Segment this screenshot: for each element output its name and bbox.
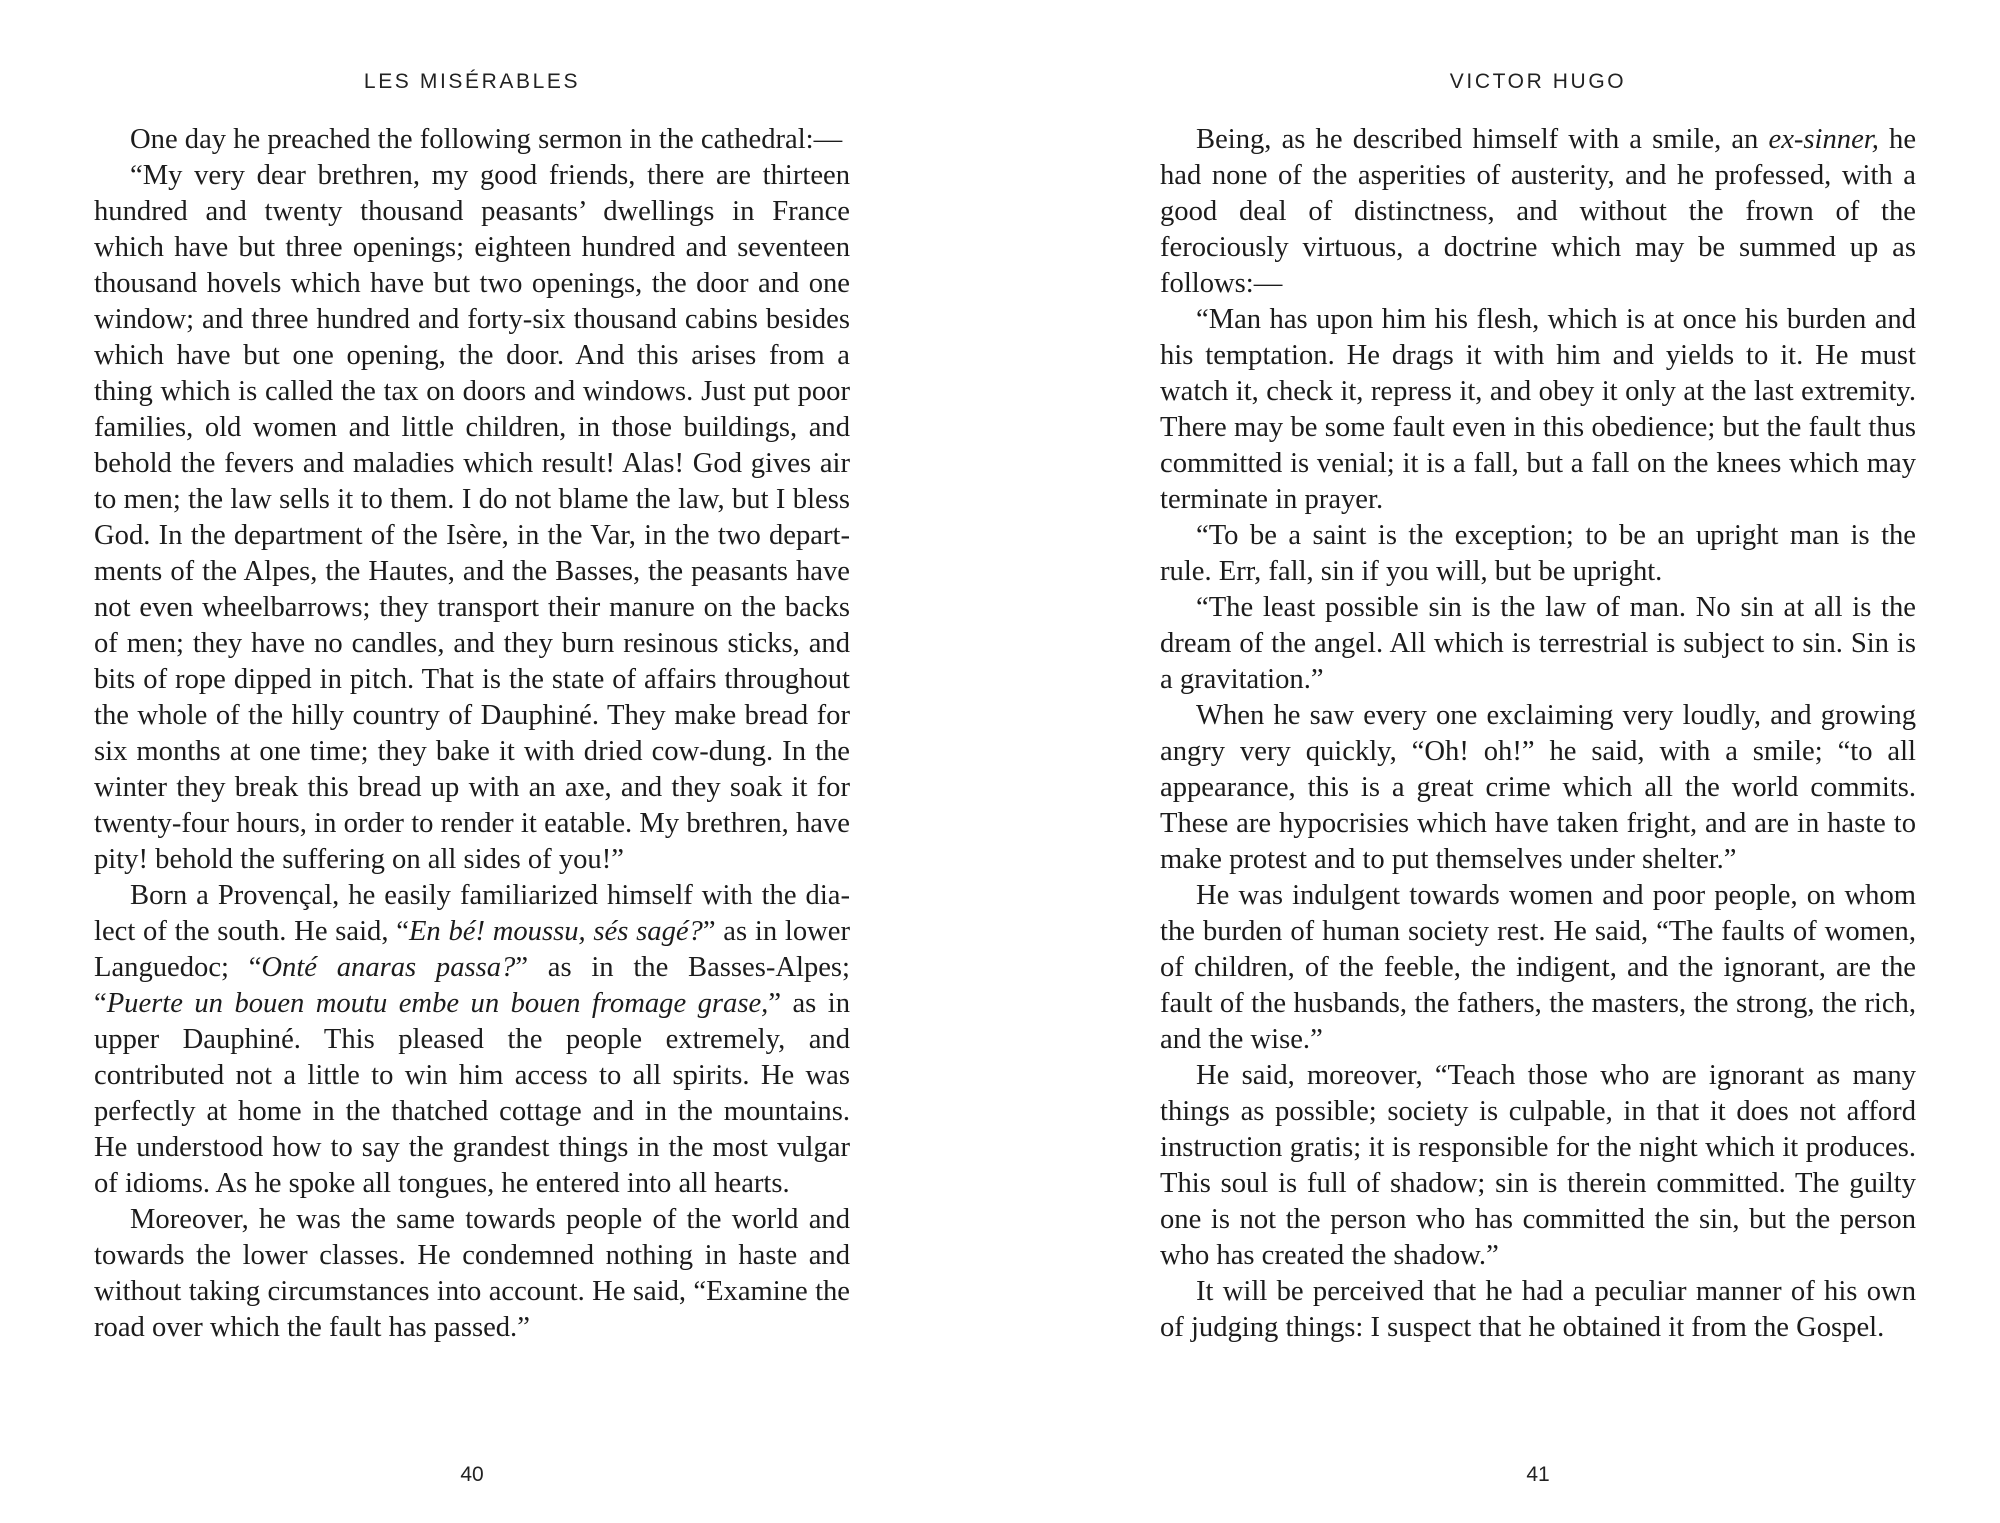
italic-phrase: En bé! moussu, sés sagé? bbox=[408, 916, 703, 947]
paragraph: “The least possible sin is the law of man. No sin at all is the dream of the angel. All which is terrestrial is subject to sin. Sin is a gravitation.” bbox=[1160, 592, 1916, 695]
paragraph bbox=[1160, 122, 1916, 302]
running-head: VICTOR HUGO bbox=[1449, 70, 1627, 93]
page-body bbox=[94, 122, 850, 1346]
right-page bbox=[1160, 0, 1916, 1523]
paragraph: When he saw every one exclaiming very loudly, and growing angry very quickly, “Oh! oh!” he said, with a smile; “to all appearance, this is a great crime which all the world commits. These are hypocrisies which have taken fright, and are in haste to make protest and to put themselves under shelter.” bbox=[1160, 700, 1916, 875]
text-run: ” as in the Basses-Alpes; “ bbox=[94, 952, 851, 1019]
paragraph: Moreover, he was the same towards people of the world and towards the lower classes. He condemned nothing in haste and without taking circumstances into account. He said, “Examine the road over which the fault has passed.” bbox=[94, 1204, 850, 1343]
paragraph: “To be a saint is the exception; to be an upright man is the rule. Err, fall, sin if you will, but be upright. bbox=[1160, 520, 1916, 587]
italic-phrase: Puerte un bouen moutu embe un bouen fromage grase, bbox=[106, 988, 769, 1019]
text-run: Being, as he described himself with a smile, an bbox=[1196, 124, 1769, 155]
running-head: LES MISÉRABLES bbox=[363, 70, 581, 93]
text-run: ” as in upper Dauphiné. This pleased the people extremely, and contributed not a little to win him access to all spirits. He was perfectly at home in the thatched cottage and in the mountains. He understood how to say the grandest things in the most vulgar of idioms. As he spoke all tongues, he entered into all hearts. bbox=[94, 988, 850, 1199]
text-run: ” as in lower Languedoc; “ bbox=[94, 916, 850, 983]
text-run: Born a Provençal, he easily familiarized himself with the dialect of the south. He said, “ bbox=[94, 880, 850, 947]
paragraph: He was indulgent towards women and poor people, on whom the burden of human society rest. He said, “The faults of women, of children, of the feeble, the indigent, and the ignorant, are the fault of the husbands, the fathers, the masters, the strong, the rich, and the wise.” bbox=[1160, 880, 1916, 1055]
paragraph: “My very dear brethren, my good friends, there are thirteen hundred and twenty thousand peasants’ dwellings in France which have but three openings; eighteen hundred and seventeen thousand hovels which have but two openings, the door and one window; and three hundred and forty-six thousand cabins besides which have but one opening, the door. And this arises from a thing which is called the tax on doors and windows. Just put poor families, old women and little children, in those buildings, and behold the fevers and maladies which result! Alas! God gives air to men; the law sells it to them. I do not blame the law, but I bless God. In the department of the Isère, in the Var, in the two departments of the Alpes, the Hautes, and the Basses, the peasants have not even wheelbarrows; they transport their manure on the backs of men; they have no candles, and they burn resinous sticks, and bits of rope dipped in pitch. That is the state of affairs throughout the whole of the hilly country of Dauphiné. They make bread for six months at one time; they bake it with dried cow-dung. In the winter they break this bread up with an axe, and they soak it for twenty-four hours, in order to render it eatable. My brethren, have pity! behold the suffering on all sides of you!” bbox=[94, 160, 850, 875]
page-number: 40 bbox=[460, 1463, 484, 1486]
left-page bbox=[94, 0, 850, 1523]
text-run: he had none of the asperities of austerity, and he professed, with a good deal of distinctness, and without the frown of the ferociously virtuous, a doctrine which may be summed up as follows:— bbox=[1160, 124, 1917, 299]
italic-phrase: ex-sinner, bbox=[1768, 124, 1879, 155]
paragraph: It will be perceived that he had a peculiar manner of his own of judging things: I suspect that he obtained it from the Gospel. bbox=[1160, 1276, 1916, 1343]
paragraph: “Man has upon him his flesh, which is at once his burden and his temptation. He drags it with him and yields to it. He must watch it, check it, repress it, and obey it only at the last extremity. There may be some fault even in this obedience; but the fault thus committed is venial; it is a fall, but a fall on the knees which may terminate in prayer. bbox=[1160, 304, 1916, 515]
paragraph: He said, moreover, “Teach those who are ignorant as many things as possible; society is culpable, in that it does not afford instruction gratis; it is responsible for the night which it produces. This soul is full of shadow; sin is therein committed. The guilty one is not the person who has committed the sin, but the person who has created the shadow.” bbox=[1160, 1060, 1916, 1271]
italic-phrase: Onté anaras passa? bbox=[261, 952, 516, 983]
page-body bbox=[1160, 122, 1916, 1346]
paragraph bbox=[94, 878, 850, 1202]
paragraph: One day he preached the following sermon in the cathedral:— bbox=[130, 124, 843, 155]
page-number: 41 bbox=[1526, 1463, 1550, 1486]
